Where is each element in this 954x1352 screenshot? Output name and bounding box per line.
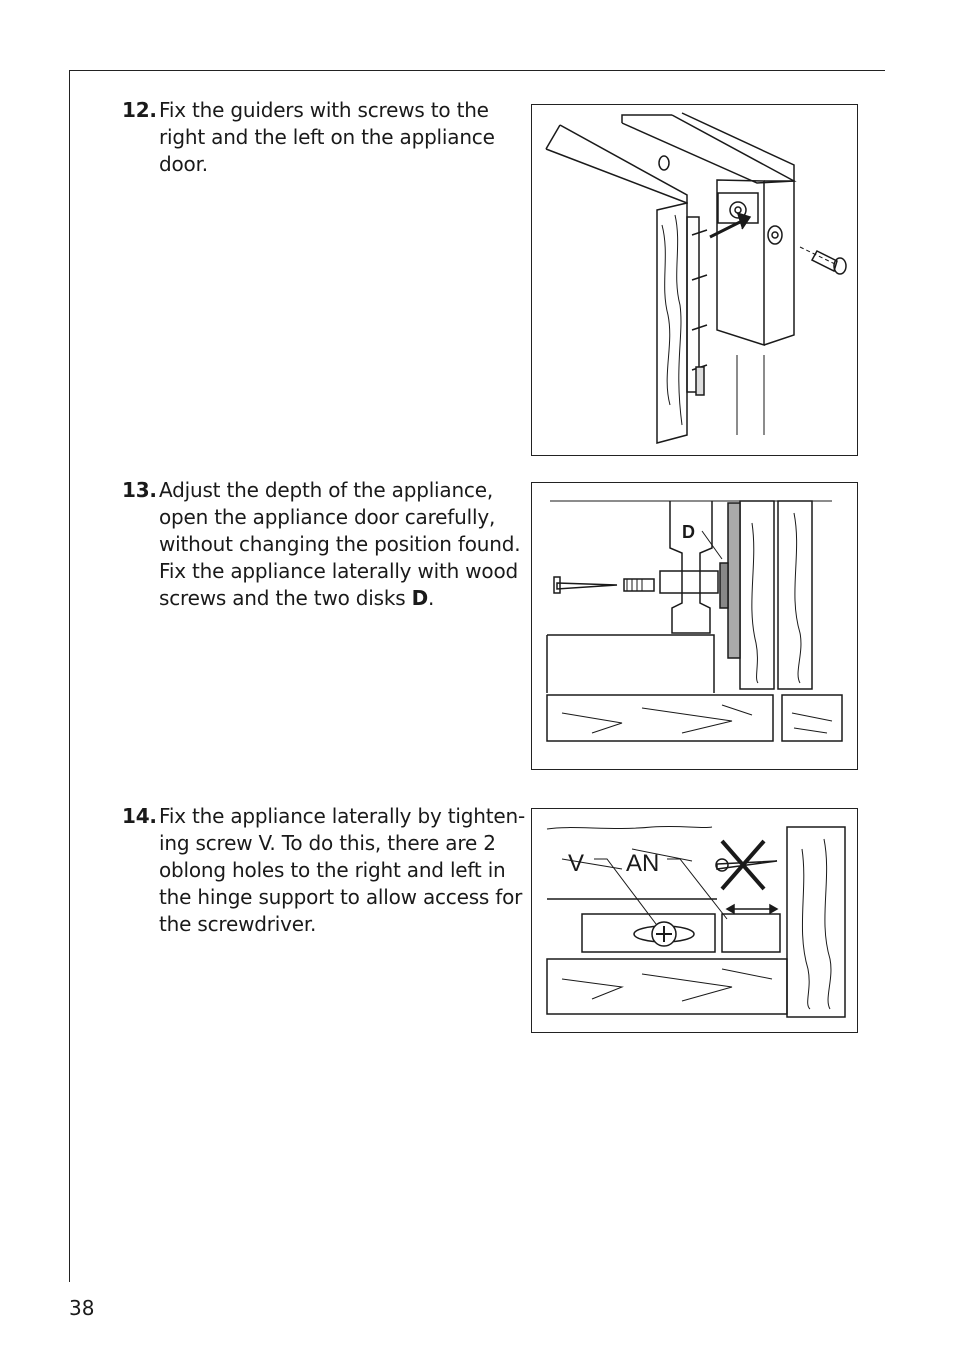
top-rule [69,70,885,71]
step-number: 13. [122,478,157,502]
disk-label-d: D [411,586,429,610]
figure-depth-adjust [531,482,858,770]
step-12 [122,97,532,178]
step-number: 14. [122,804,157,828]
step-14 [122,803,532,938]
step-text: Fix the guiders with screws to the right and the left on the appliance door. [159,98,495,176]
step-13 [122,477,532,612]
label-an: AN [626,850,660,877]
step-number: 12. [122,98,157,122]
step-text: Fix the appliance laterally by tighten-ing screw V. To do this, there are 2 oblong holes to the right and left in the hinge support to allow access for the screwdriver. [159,804,525,936]
left-margin-rule [69,70,70,1282]
label-d: D [682,522,695,542]
figure-guider-fixing [531,104,858,456]
step-text: Adjust the depth of the appliance, open the appliance door carefully, without changing the position found. Fix the appliance laterally with wood screws and the two disks D. [159,478,521,610]
figure-lateral-screw [531,808,858,1033]
page-number: 38 [69,1296,95,1320]
label-v: V [568,850,585,877]
